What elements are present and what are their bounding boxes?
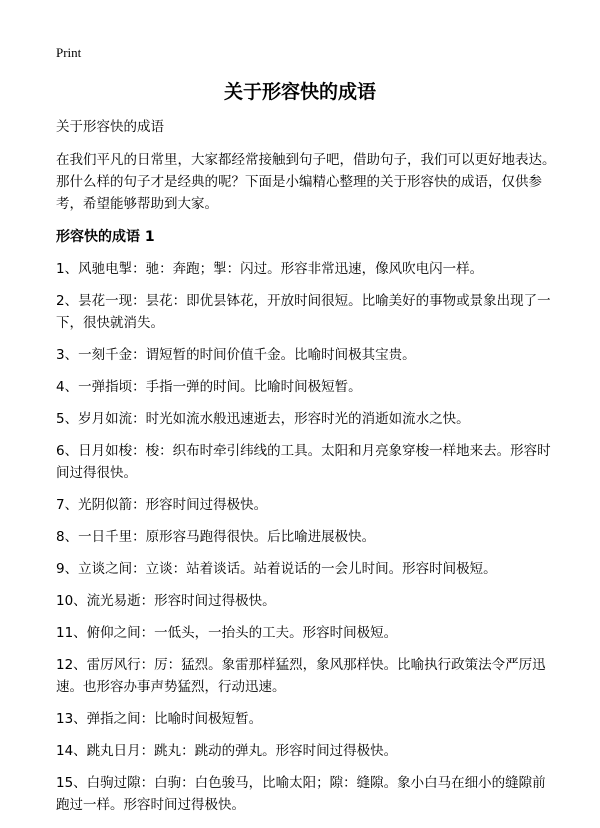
list-item: 14、跳丸日月：跳丸：跳动的弹丸。形容时间过得极快。 (56, 743, 398, 759)
print-link[interactable]: Print (56, 45, 82, 60)
list-item: 13、弹指之间：比喻时间极短暂。 (56, 711, 263, 727)
section-heading: 形容快的成语 1 (56, 229, 155, 245)
document-title: 关于形容快的成语 (223, 81, 376, 103)
list-item: 4、一弹指顷：手指一弹的时间。比喻时间极短暂。 (56, 379, 362, 395)
list-item: 9、立谈之间：立谈：站着谈话。站着说话的一会儿时间。形容时间极短。 (56, 561, 497, 577)
document-body (56, 116, 556, 826)
document-subtitle: 关于形容快的成语 (56, 119, 164, 135)
list-item: 3、一刻千金：谓短暂的时间价值千金。比喻时间极其宝贵。 (56, 347, 416, 363)
intro-paragraph: 在我们平凡的日常里，大家都经常接触到句子吧，借助句子，我们可以更好地表达。那什么样的句子才是经典的呢？下面是小编精心整理的关于形容快的成语，仅供参考，希望能够帮助到大家。 (56, 152, 556, 212)
list-item: 5、岁月如流：时光如流水般迅速逝去，形容时光的消逝如流水之快。 (56, 411, 470, 427)
list-item: 15、白驹过隙：白驹：白色骏马，比喻太阳；隙：缝隙。象小白马在细小的缝隙前跑过一样。形容时间过得极快。 (56, 775, 546, 813)
list-item: 10、流光易逝：形容时间过得极快。 (56, 593, 276, 609)
list-item: 11、俯仰之间：一低头，一抬头的工夫。形容时间极短。 (56, 625, 398, 641)
list-item: 6、日月如梭：梭：织布时牵引纬线的工具。太阳和月亮象穿梭一样地来去。形容时间过得很快。 (56, 443, 551, 481)
list-item: 1、风驰电掣：驰：奔跑；掣：闪过。形容非常迅速，像风吹电闪一样。 (56, 261, 484, 277)
list-item: 2、昙花一现：昙花：即优昙钵花，开放时间很短。比喻美好的事物或景象出现了一下，很快就消失。 (56, 293, 551, 331)
list-item: 8、一日千里：原形容马跑得很快。后比喻进展极快。 (56, 529, 376, 545)
list-item: 7、光阴似箭：形容时间过得极快。 (56, 497, 268, 513)
list-item: 12、雷厉风行：厉：猛烈。象雷那样猛烈，象风那样快。比喻执行政策法令严厉迅速。也形容办事声势猛烈，行动迅速。 (56, 657, 546, 695)
